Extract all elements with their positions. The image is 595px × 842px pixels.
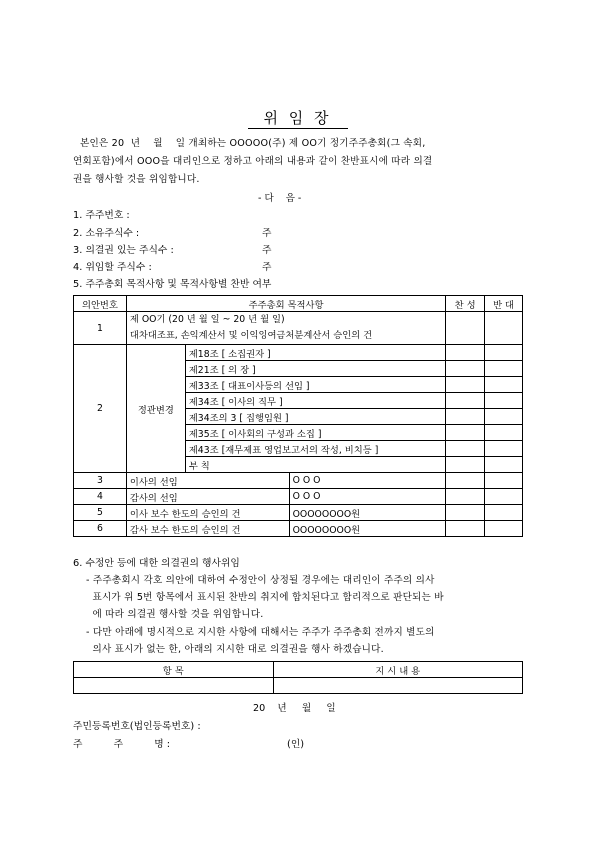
oppose-box-2-8[interactable] <box>485 457 523 473</box>
da-eum-heading: - 다 음 - <box>258 193 302 204</box>
agenda-matter-1 <box>126 312 445 345</box>
section-6-bullet-2-line-1: - 다만 아래에 명시적으로 지시한 사항에 대해서는 주주가 주주총회 전까지 별도의 <box>86 627 435 638</box>
instruction-table <box>73 661 523 694</box>
articles-sub-8: 부 칙 <box>185 457 445 473</box>
oppose-box-2-1[interactable] <box>485 345 523 361</box>
document-title: 위 임 장 <box>263 109 332 127</box>
oppose-box-2-4[interactable] <box>485 393 523 409</box>
agenda-value-4: O O O <box>289 489 446 505</box>
header-agenda-matter: 주주총회 목적사항 <box>126 296 445 312</box>
field-delegated-shares: 4. 위임할 주식수 : <box>73 262 152 273</box>
agenda-row-5 <box>74 505 523 521</box>
oppose-box-2-6[interactable] <box>485 425 523 441</box>
agenda-row-6 <box>74 521 523 537</box>
field-shareholder-number: 1. 주주번호 : <box>73 210 130 221</box>
agree-box-2-3[interactable] <box>446 377 485 393</box>
field-owned-shares: 2. 소유주식수 : <box>73 228 140 239</box>
agenda-matter-3: 이사의 선임 <box>126 473 289 489</box>
oppose-box-3[interactable] <box>485 473 523 489</box>
agenda-no-4: 4 <box>74 489 127 505</box>
date-line: 20 년 월 일 <box>253 703 336 714</box>
id-number-label: 주민등록번호(법인등록번호) : <box>73 721 201 732</box>
header-oppose: 반 대 <box>485 296 523 312</box>
section-6-heading: 6. 수정안 등에 대한 의결권의 행사위임 <box>73 558 240 569</box>
agree-box-3[interactable] <box>446 473 485 489</box>
header-agenda-no: 의안번호 <box>74 296 127 312</box>
instruction-header-content: 지 시 내 용 <box>273 662 522 678</box>
instruction-content-cell[interactable] <box>273 678 522 694</box>
articles-sub-3: 제33조 [ 대표이사등의 선임 ] <box>185 377 445 393</box>
agree-box-2-2[interactable] <box>446 361 485 377</box>
instruction-header-row <box>74 662 523 678</box>
agenda-value-3: O O O <box>289 473 446 489</box>
title-underline <box>248 128 348 129</box>
agree-box-2-5[interactable] <box>446 409 485 425</box>
agree-box-2-7[interactable] <box>446 441 485 457</box>
agenda-table <box>73 295 523 537</box>
instruction-item-cell[interactable] <box>74 678 274 694</box>
articles-sub-2: 제21조 [ 의 장 ] <box>185 361 445 377</box>
oppose-box-2-2[interactable] <box>485 361 523 377</box>
articles-sub-4: 제34조 [ 이사의 직무 ] <box>185 393 445 409</box>
agree-box-4[interactable] <box>446 489 485 505</box>
agenda-no-1: 1 <box>74 312 127 345</box>
intro-line-3: 권을 행사할 것을 위임합니다. <box>73 174 200 185</box>
agree-box-2-6[interactable] <box>446 425 485 441</box>
section-5-heading: 5. 주주총회 목적사항 및 목적사항별 찬반 여부 <box>73 279 272 290</box>
agree-box-1[interactable] <box>446 312 485 345</box>
shareholder-name-label: 주 주 명 : <box>73 739 171 750</box>
agree-box-5[interactable] <box>446 505 485 521</box>
oppose-box-2-5[interactable] <box>485 409 523 425</box>
agenda-no-2: 2 <box>74 345 127 473</box>
agenda-value-6: OOOOOOOO원 <box>289 521 446 537</box>
agenda-value-5: OOOOOOOO원 <box>289 505 446 521</box>
intro-line-1: 본인은 20 년 월 일 개최하는 OOOOO(주) 제 OO기 정기주주총회(그 속회, <box>80 138 426 149</box>
agenda-row-3 <box>74 473 523 489</box>
articles-sub-1: 제18조 [ 소집권자 ] <box>185 345 445 361</box>
section-6-bullet-1-line-2: 표시가 위 5번 항목에서 표시된 찬반의 취지에 합치된다고 합리적으로 판단되는 바 <box>86 592 444 603</box>
agenda-matter-6: 감사 보수 한도의 승인의 건 <box>126 521 289 537</box>
field-owned-shares-unit: 주 <box>262 228 272 239</box>
section-6-bullet-1-line-3: 에 따라 의결권 행사할 것을 위임합니다. <box>86 609 264 620</box>
articles-sub-6: 제35조 [ 이사회의 구성과 소집 ] <box>185 425 445 441</box>
agenda-matter-2: 정관변경 <box>126 345 185 473</box>
instruction-header-item: 항 목 <box>74 662 274 678</box>
agenda-no-6: 6 <box>74 521 127 537</box>
agenda-matter-1-line-1: 제 OO기 (20 년 월 일 ~ 20 년 월 일) <box>129 314 285 325</box>
oppose-box-1[interactable] <box>485 312 523 345</box>
header-agree: 찬 성 <box>446 296 485 312</box>
oppose-box-5[interactable] <box>485 505 523 521</box>
articles-sub-7: 제43조 [재무제표 영업보고서의 작성, 비치등 ] <box>185 441 445 457</box>
agenda-matter-1-line-2: 대차대조표, 손익계산서 및 이익잉여금처분계산서 승인의 건 <box>129 330 373 341</box>
agenda-matter-4: 감사의 선임 <box>126 489 289 505</box>
agree-box-2-8[interactable] <box>446 457 485 473</box>
agenda-row-2-sub-1 <box>74 345 523 361</box>
articles-sub-5: 제34조의 3 [ 집행임원 ] <box>185 409 445 425</box>
agenda-no-3: 3 <box>74 473 127 489</box>
oppose-box-4[interactable] <box>485 489 523 505</box>
instruction-row <box>74 678 523 694</box>
seal-mark: (인) <box>287 739 305 750</box>
oppose-box-2-7[interactable] <box>485 441 523 457</box>
field-delegated-shares-unit: 주 <box>262 262 272 273</box>
agree-box-2-1[interactable] <box>446 345 485 361</box>
agenda-row-4 <box>74 489 523 505</box>
field-voting-shares-unit: 주 <box>262 245 272 256</box>
intro-line-2: 연회포함)에서 OOO을 대리인으로 정하고 아래의 내용과 같이 찬반표시에 따라 의결 <box>73 156 433 167</box>
agenda-no-5: 5 <box>74 505 127 521</box>
oppose-box-6[interactable] <box>485 521 523 537</box>
oppose-box-2-3[interactable] <box>485 377 523 393</box>
field-voting-shares: 3. 의결권 있는 주식수 : <box>73 245 174 256</box>
agree-box-2-4[interactable] <box>446 393 485 409</box>
agree-box-6[interactable] <box>446 521 485 537</box>
section-6-bullet-2-line-2: 의사 표시가 없는 한, 아래의 지시한 대로 의결권을 행사 하겠습니다. <box>86 644 384 655</box>
agenda-header-row <box>74 296 523 312</box>
agenda-matter-5: 이사 보수 한도의 승인의 건 <box>126 505 289 521</box>
section-6-bullet-1-line-1: - 주주총회시 각호 의안에 대하여 수정안이 상정될 경우에는 대리인이 주주의 의사 <box>86 575 435 586</box>
agenda-row-1 <box>74 312 523 345</box>
